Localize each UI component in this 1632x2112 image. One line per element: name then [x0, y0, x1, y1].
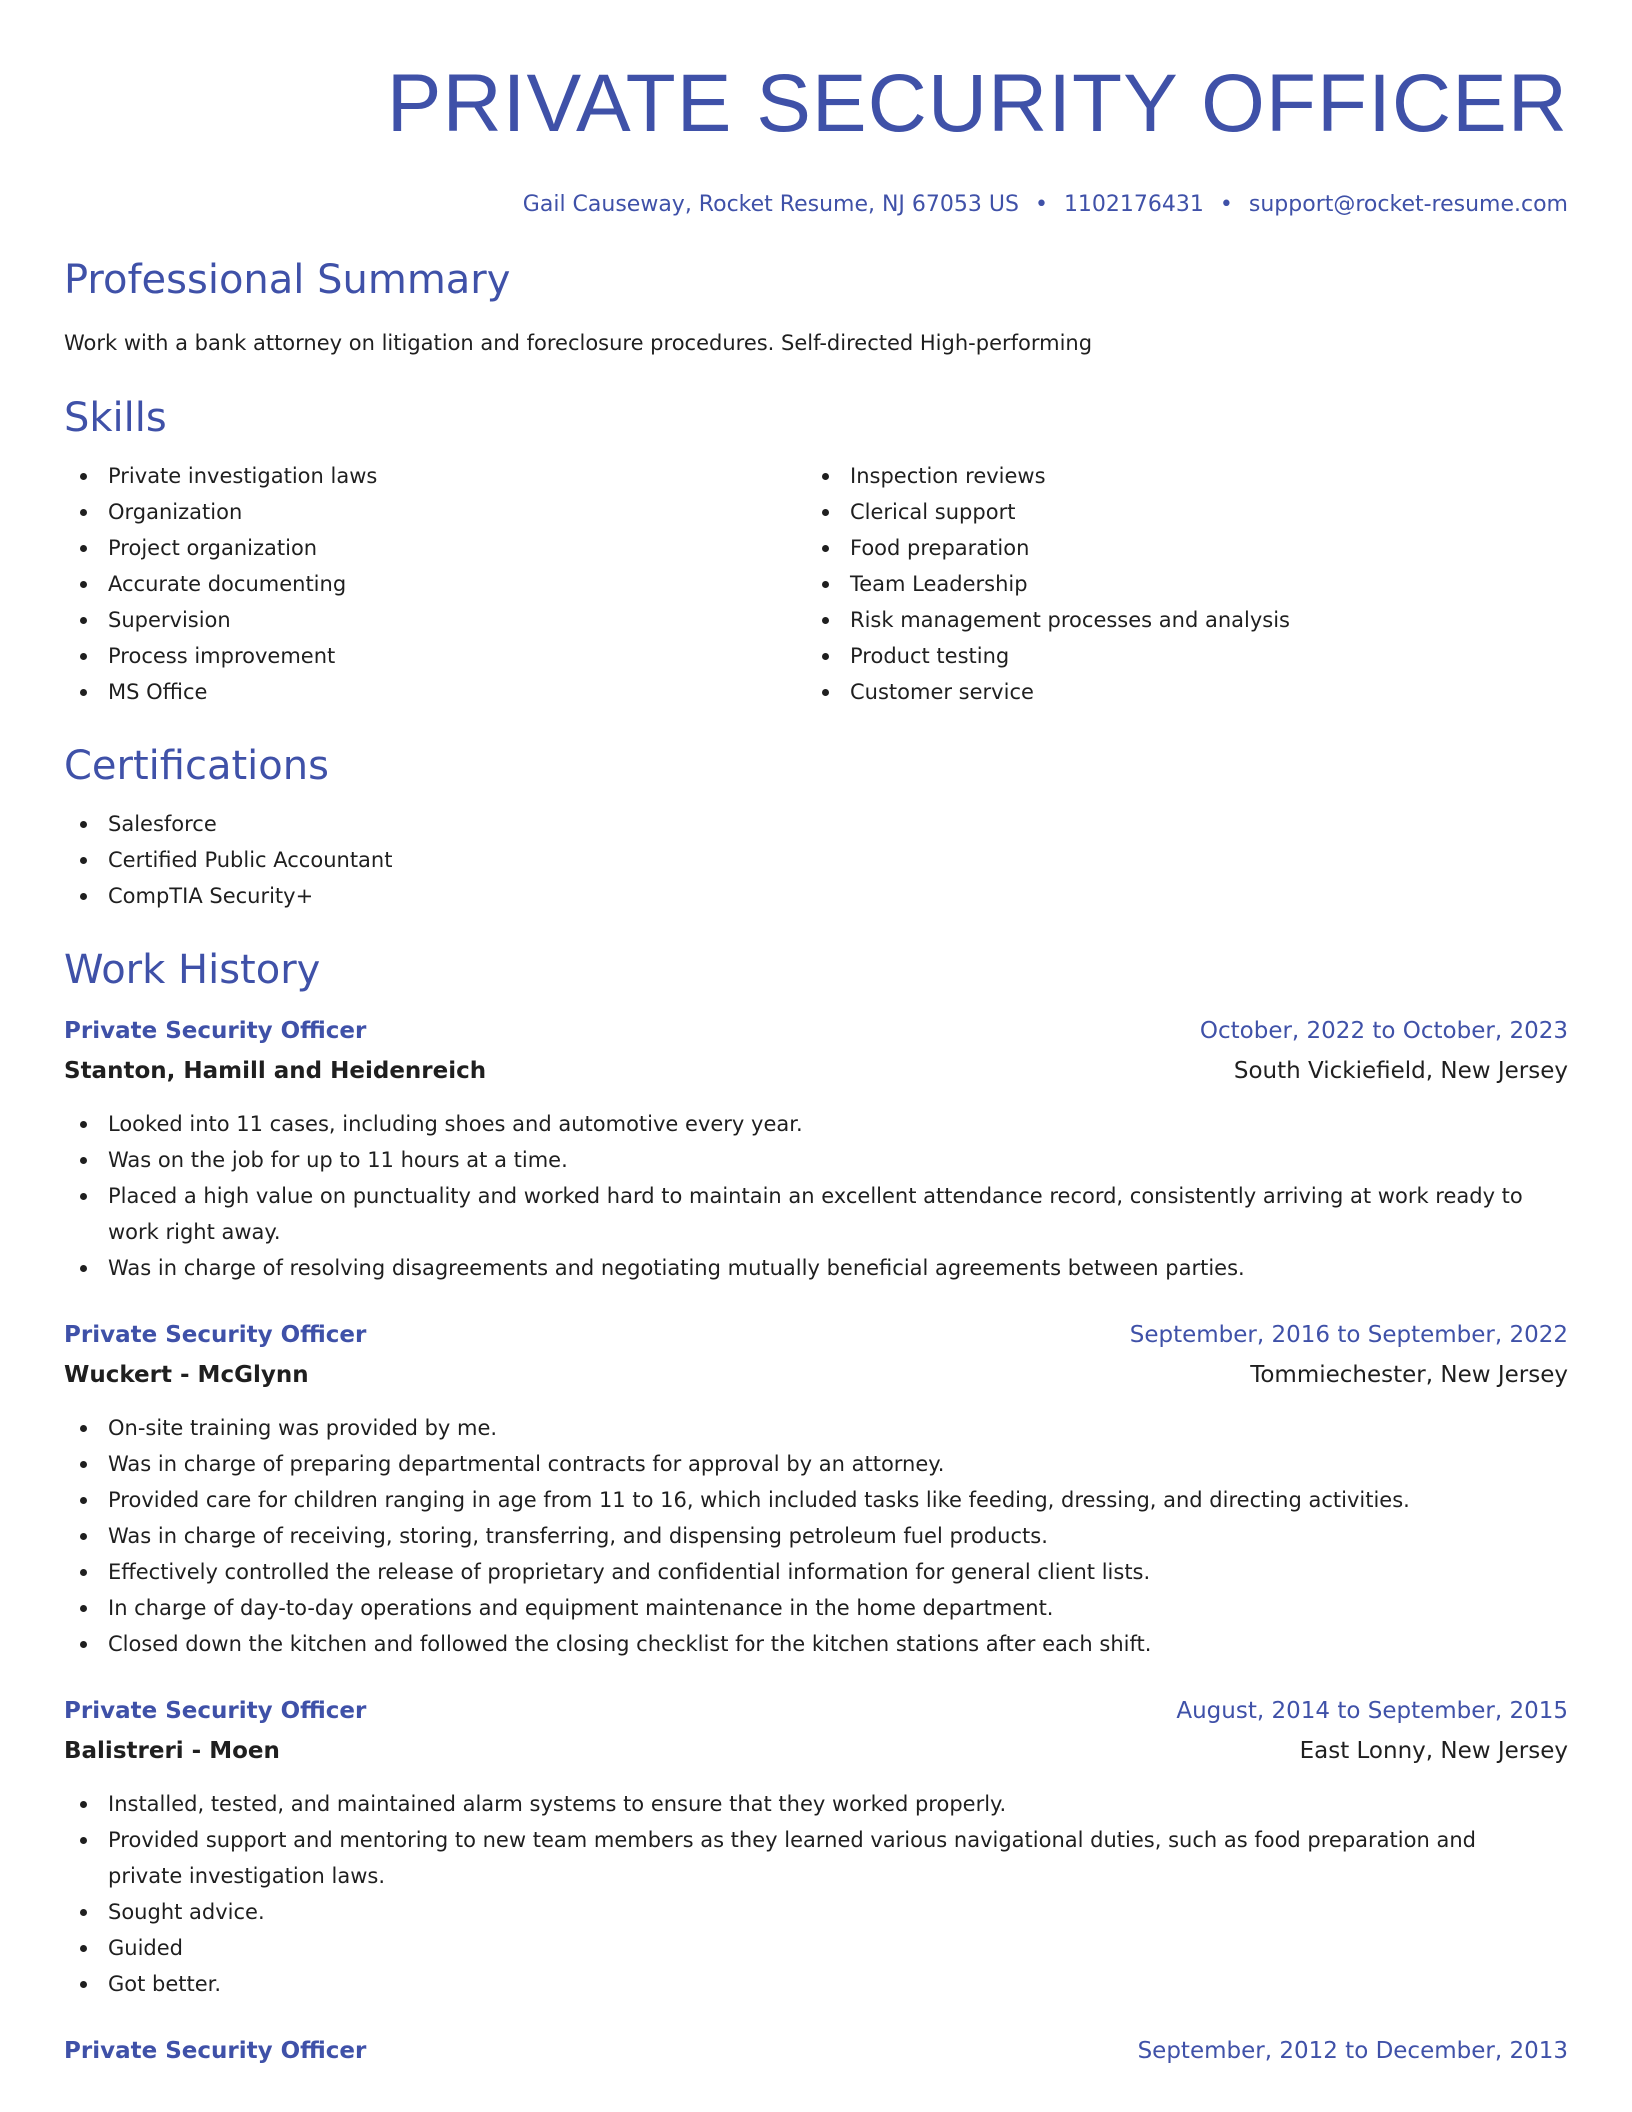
job-duty: Was on the job for up to 11 hours at a time. [64, 1142, 1544, 1178]
job-duties-list [64, 1786, 1568, 2002]
job-header [64, 1014, 1568, 1048]
job-duty: Provided support and mentoring to new team members as they learned various navigational duties, such as food preparation and private investigation laws. [64, 1822, 1544, 1894]
job-duty: Installed, tested, and maintained alarm systems to ensure that they worked properly. [64, 1786, 1544, 1822]
job-duty: In charge of day-to-day operations and equipment maintenance in the home department. [64, 1590, 1544, 1626]
job-role: Private Security Officer [64, 1322, 367, 1348]
job-duty: Sought advice. [64, 1894, 1544, 1930]
certifications-heading: Certifications [64, 743, 329, 789]
skill-item: Risk management processes and analysis [806, 602, 1548, 638]
contact-separator: • [1219, 192, 1233, 217]
resume-page [64, 0, 1568, 2068]
skill-item: Product testing [806, 638, 1548, 674]
certifications-list [64, 806, 1568, 914]
job-entry [64, 1014, 1568, 1286]
job-duty: On-site training was provided by me. [64, 1410, 1544, 1446]
job-duties-list [64, 1106, 1568, 1286]
job-dates: October, 2022 to October, 2023 [1199, 1018, 1568, 1044]
work-history-heading: Work History [64, 947, 321, 993]
job-duty: Was in charge of resolving disagreements and negotiating mutually beneficial agreements between parties. [64, 1250, 1544, 1286]
skill-item: Clerical support [806, 494, 1548, 530]
job-subheader [64, 1054, 1568, 1088]
job-entry [64, 2034, 1568, 2068]
job-company: Balistreri - Moen [64, 1738, 280, 1764]
contact-email[interactable]: support@rocket-resume.com [1248, 192, 1568, 217]
job-duties-list [64, 1410, 1568, 1662]
job-duty: Guided [64, 1930, 1544, 1966]
job-company: Wuckert - McGlynn [64, 1362, 309, 1388]
job-dates: August, 2014 to September, 2015 [1176, 1698, 1568, 1724]
job-role: Private Security Officer [64, 1698, 367, 1724]
contact-phone[interactable]: 1102176431 [1063, 192, 1204, 217]
job-duty: Got better. [64, 1966, 1544, 2002]
resume-title: PRIVATE SECURITY OFFICER [386, 58, 1568, 149]
certification-item: CompTIA Security+ [64, 878, 1568, 914]
skill-item: Organization [64, 494, 806, 530]
job-duty: Was in charge of preparing departmental contracts for approval by an attorney. [64, 1446, 1544, 1482]
contact-line [64, 190, 1568, 220]
skill-item: MS Office [64, 674, 806, 710]
job-dates: September, 2016 to September, 2022 [1129, 1322, 1568, 1348]
skill-item: Private investigation laws [64, 458, 806, 494]
skill-item: Inspection reviews [806, 458, 1548, 494]
skills-left-list [64, 458, 806, 710]
skill-item: Accurate documenting [64, 566, 806, 602]
job-location: Tommiechester, New Jersey [1250, 1362, 1568, 1388]
job-duty: Provided care for children ranging in age from 11 to 16, which included tasks like feeding, dressing, and directing activities. [64, 1482, 1544, 1518]
skills-heading: Skills [64, 395, 167, 441]
job-header [64, 1694, 1568, 1728]
skills-right-list [806, 458, 1548, 710]
job-location: South Vickiefield, New Jersey [1233, 1058, 1568, 1084]
job-subheader [64, 1358, 1568, 1392]
job-header [64, 1318, 1568, 1352]
job-role: Private Security Officer [64, 1018, 367, 1044]
skill-item: Team Leadership [806, 566, 1548, 602]
job-duty: Was in charge of receiving, storing, transferring, and dispensing petroleum fuel products. [64, 1518, 1544, 1554]
job-dates: September, 2012 to December, 2013 [1137, 2038, 1568, 2064]
job-entry [64, 1318, 1568, 1662]
job-company: Stanton, Hamill and Heidenreich [64, 1058, 487, 1084]
job-entry [64, 1694, 1568, 2002]
contact-separator: • [1034, 192, 1048, 217]
summary-heading: Professional Summary [64, 257, 511, 303]
job-duty: Closed down the kitchen and followed the closing checklist for the kitchen stations after each shift. [64, 1626, 1544, 1662]
skill-item: Process improvement [64, 638, 806, 674]
certification-item: Salesforce [64, 806, 1568, 842]
skills-grid [64, 458, 1568, 710]
skill-item: Supervision [64, 602, 806, 638]
skill-item: Food preparation [806, 530, 1548, 566]
job-role: Private Security Officer [64, 2038, 367, 2064]
job-duty: Placed a high value on punctuality and worked hard to maintain an excellent attendance record, consistently arriving at work ready to work right away. [64, 1178, 1544, 1250]
job-subheader [64, 1734, 1568, 1768]
contact-address: Gail Causeway, Rocket Resume, NJ 67053 US [522, 192, 1019, 217]
job-duty: Looked into 11 cases, including shoes and automotive every year. [64, 1106, 1544, 1142]
skill-item: Project organization [64, 530, 806, 566]
job-duty: Effectively controlled the release of proprietary and confidential information for general client lists. [64, 1554, 1544, 1590]
summary-text: Work with a bank attorney on litigation and foreclosure procedures. Self-directed High-performing [64, 331, 1093, 355]
job-location: East Lonny, New Jersey [1299, 1738, 1568, 1764]
skill-item: Customer service [806, 674, 1548, 710]
certification-item: Certified Public Accountant [64, 842, 1568, 878]
job-header [64, 2034, 1568, 2068]
